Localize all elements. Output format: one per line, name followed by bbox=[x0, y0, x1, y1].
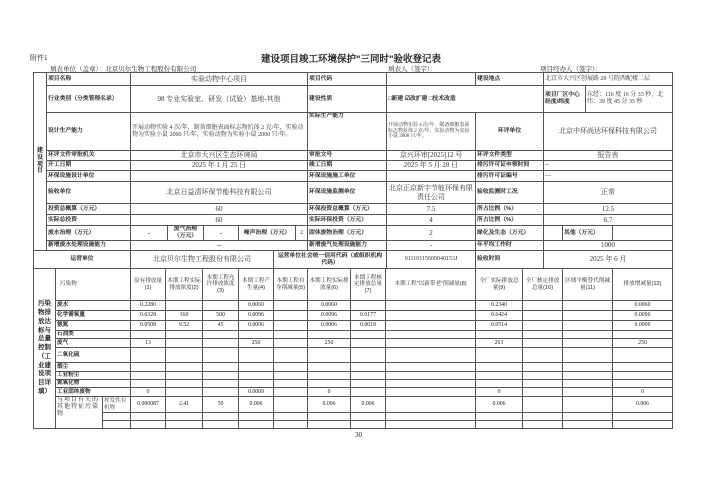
approval-number: 京兴环审[2025]12 号 bbox=[387, 151, 476, 161]
pollutant-value: 0.0096 bbox=[308, 311, 351, 321]
pollutant-value bbox=[476, 363, 523, 372]
acceptance-unit: 北京日益清环保节能科技有限公司 bbox=[131, 182, 308, 204]
total-budget: 60 bbox=[131, 204, 308, 215]
label: 验收监测时工况 bbox=[476, 182, 544, 204]
eia-unit: 北京中环尚达环保科技有限公司 bbox=[544, 113, 673, 151]
pollutant-value bbox=[274, 372, 308, 380]
pollutant-value bbox=[563, 301, 613, 311]
pollution-body bbox=[34, 269, 673, 429]
pollutant-row bbox=[34, 380, 673, 388]
label: 实际环保投资（万元） bbox=[308, 215, 387, 226]
pollutant-value bbox=[386, 380, 476, 388]
label: 行业类别（分类管理名录） bbox=[47, 86, 131, 113]
filler-unit: 填表单位（盖章）：北京贝尔生物工程股份有限公司 bbox=[50, 66, 197, 73]
pollutant-value bbox=[131, 372, 166, 380]
pollutant-value bbox=[308, 348, 351, 363]
label: 项目厂区中心经度/纬度 bbox=[544, 86, 586, 113]
label: 新增废水处理设施能力 bbox=[47, 241, 131, 251]
new-water-capacity: -- bbox=[131, 241, 308, 251]
pollutant-value: 0.0508 bbox=[131, 321, 166, 331]
pollutant-name: 烟尘 bbox=[56, 363, 131, 372]
pollutant-row bbox=[34, 331, 673, 339]
label: 废水治理（万元） bbox=[47, 226, 131, 241]
actual-total: 60 bbox=[131, 215, 308, 226]
wastewater-cost: - bbox=[131, 226, 168, 241]
section-label-pollution: 污染物排放达标与总量控制（工业建设项目详填） bbox=[34, 269, 56, 429]
pollutant-value bbox=[351, 363, 386, 372]
pollutant-value bbox=[203, 363, 239, 372]
pollutant-value: 250 bbox=[239, 339, 274, 348]
pollutant-value bbox=[274, 397, 308, 413]
column-header: 原有排放量(1) bbox=[131, 269, 166, 301]
pollutant-value bbox=[563, 388, 613, 397]
column-header: 本期工程自身削减量(5) bbox=[274, 269, 308, 301]
column-header: 本期工程核定排放总量(7) bbox=[351, 269, 386, 301]
pollutant-value bbox=[274, 311, 308, 321]
label: 环评文件审批机关 bbox=[47, 151, 131, 161]
pollutant-value bbox=[613, 363, 673, 372]
pollutant-value bbox=[131, 348, 166, 363]
column-header: 本期工程实际排放量(6) bbox=[308, 269, 351, 301]
pollutant-value: 50 bbox=[203, 397, 239, 413]
pollutant-value bbox=[239, 331, 274, 339]
pollutant-value bbox=[386, 339, 476, 348]
pollutant-value: 0.0096 bbox=[239, 311, 274, 321]
pollutant-value bbox=[203, 413, 239, 421]
label: 验收时间 bbox=[476, 251, 544, 269]
pollutant-value bbox=[563, 348, 613, 363]
pollutant-value: 500 bbox=[203, 311, 239, 321]
label: 设计生产能力 bbox=[47, 113, 131, 151]
pollutant-value bbox=[239, 380, 274, 388]
pollutant-value bbox=[308, 331, 351, 339]
pollutant-value bbox=[613, 413, 673, 421]
pollutant-value: 0.006 bbox=[239, 397, 274, 413]
pollutant-value bbox=[523, 380, 563, 388]
pollutant-value bbox=[166, 339, 203, 348]
pollutant-value bbox=[239, 421, 274, 429]
label: 项目代码 bbox=[308, 73, 387, 86]
pollutant-value bbox=[274, 363, 308, 372]
pollutant-value bbox=[351, 372, 386, 380]
label: 竣工日期 bbox=[308, 161, 387, 171]
pollutant-name: 挥发性有机物 bbox=[103, 397, 131, 413]
pollutant-value bbox=[476, 421, 523, 429]
pollutant-value: 0.0006 bbox=[308, 321, 351, 331]
pollutant-name: 废水 bbox=[56, 301, 131, 311]
pollutant-value bbox=[239, 348, 274, 363]
actual-env: 4 bbox=[387, 215, 476, 226]
pollutant-value bbox=[563, 331, 613, 339]
attachment-label: 附件1 bbox=[30, 54, 48, 62]
other-cost bbox=[613, 226, 673, 241]
pollutant-value bbox=[308, 421, 351, 429]
pollutant-value bbox=[523, 363, 563, 372]
pollutant-value bbox=[476, 331, 523, 339]
label: 验收单位 bbox=[47, 182, 131, 204]
pollutant-value bbox=[386, 301, 476, 311]
pollutant-value: 250 bbox=[308, 339, 351, 348]
project-code bbox=[387, 73, 476, 86]
pollutant-value: 250 bbox=[613, 339, 673, 348]
operator: 北京贝尔生物工程股份有限公司 bbox=[131, 251, 274, 269]
label: 环评单位 bbox=[476, 113, 544, 151]
pollutant-name: 废气 bbox=[56, 339, 131, 348]
pollutant-value bbox=[476, 348, 523, 363]
pollutant-value bbox=[351, 413, 386, 421]
pollutant-name: 工业粉尘 bbox=[56, 372, 131, 380]
pollutant-value bbox=[274, 421, 308, 429]
other-pollutant-row bbox=[34, 397, 673, 413]
pollutant-value bbox=[386, 372, 476, 380]
pollutant-name: 二氧化硫 bbox=[56, 348, 131, 363]
pollutant-value bbox=[386, 311, 476, 321]
pollutant-value bbox=[613, 421, 673, 429]
pollutant-value: 0.0514 bbox=[476, 321, 523, 331]
pollutant-value bbox=[476, 413, 523, 421]
pollutant-value bbox=[166, 388, 203, 397]
work-hours: 1000 bbox=[544, 241, 673, 251]
label: 环保投资总概算（万元） bbox=[308, 204, 387, 215]
design-capacity: 开展动物实验 4 次/年，制备细胞表面标志物抗体 2 克/年，实验动物为实验小鼠 2000 只/年，实验动物为实验小鼠 2000 只/年。 bbox=[131, 113, 308, 151]
label: 运营单位社会统一信用代码（或组织机构代码） bbox=[274, 251, 387, 269]
construction-unit bbox=[387, 171, 476, 182]
pollutant-value bbox=[386, 331, 476, 339]
pollutant-value bbox=[351, 380, 386, 388]
pollutant-value: 0.0060 bbox=[239, 301, 274, 311]
pollutant-value bbox=[386, 388, 476, 397]
label: 新增废气处理设施能力 bbox=[308, 241, 387, 251]
label: 实际总投资 bbox=[47, 215, 131, 226]
label: 排污许可证编号 bbox=[476, 171, 544, 182]
pollutant-value: 263 bbox=[476, 339, 523, 348]
label: 项目名称 bbox=[47, 73, 131, 86]
pollutant-name: 氨氮 bbox=[56, 321, 131, 331]
pollutant-name bbox=[103, 421, 131, 429]
pollutant-value bbox=[166, 348, 203, 363]
pollutant-value bbox=[386, 363, 476, 372]
pollutant-value: 0.006 bbox=[308, 397, 351, 413]
pollutant-value bbox=[351, 301, 386, 311]
label: 审批文号 bbox=[308, 151, 387, 161]
pollutant-value bbox=[131, 413, 166, 421]
filler-signature: 填表人（签字）： bbox=[388, 66, 437, 73]
pollutant-value bbox=[351, 339, 386, 348]
label: 其他（万元） bbox=[563, 226, 613, 241]
column-header: 本期工程产生量(4) bbox=[239, 269, 274, 301]
pollutant-value bbox=[203, 388, 239, 397]
label: 环保设施监测单位 bbox=[308, 182, 387, 204]
other-pollutant-row bbox=[34, 421, 673, 429]
manager-signature: 项目经办人（签字）： bbox=[540, 66, 602, 73]
acceptance-time: 2025 年 6 月 bbox=[544, 251, 673, 269]
pollutant-value: 0.6328 bbox=[131, 311, 166, 321]
pollutant-value bbox=[308, 363, 351, 372]
column-header: 污染物 bbox=[56, 269, 131, 301]
label: 绿化及生态（万元） bbox=[476, 226, 544, 241]
pollutant-value bbox=[613, 372, 673, 380]
construction-nature: □新建 ☑改扩建 □技术改造 bbox=[387, 86, 544, 113]
pollutant-value bbox=[274, 321, 308, 331]
actual-capacity: 开展动物实验 4 次/年，制备细胞表面标志物抗体 2 克/年。实验动物为实验小鼠 2000 只/年。 bbox=[387, 113, 476, 151]
pollutant-value: 160 bbox=[166, 311, 203, 321]
other-pollutant-row bbox=[34, 413, 673, 421]
pollutant-value: 0.0006 bbox=[239, 321, 274, 331]
label: 环保设施设计单位 bbox=[47, 171, 131, 182]
pollutant-value: 0.006 bbox=[476, 397, 523, 413]
greening-cost bbox=[544, 226, 563, 241]
label: 运营单位 bbox=[34, 251, 131, 269]
pollutant-row bbox=[34, 339, 673, 348]
start-date: 2025 年 1 月 25 日 bbox=[131, 161, 308, 171]
pollutant-value bbox=[274, 348, 308, 363]
pollutant-value: 0.006 bbox=[613, 397, 673, 413]
pollutant-value bbox=[351, 331, 386, 339]
pollutant-value bbox=[203, 421, 239, 429]
label: 建设地点 bbox=[476, 73, 544, 86]
label: 排污许可证申领时间 bbox=[476, 161, 544, 171]
pollutant-row bbox=[34, 348, 673, 363]
project-info-table bbox=[33, 72, 673, 269]
page-title: 建设项目竣工环境保护"三同时"验收登记表 bbox=[260, 54, 441, 65]
label: 实际生产能力 bbox=[308, 113, 387, 151]
pollutant-value: 45 bbox=[203, 321, 239, 331]
pollutant-value bbox=[613, 348, 673, 363]
pollutant-value bbox=[166, 413, 203, 421]
pollutant-value bbox=[476, 372, 523, 380]
pollutant-value bbox=[131, 421, 166, 429]
pollutant-value bbox=[523, 331, 563, 339]
pollutant-name: 石油类 bbox=[56, 331, 131, 339]
pollutant-value bbox=[563, 421, 613, 429]
pollutant-value bbox=[203, 372, 239, 380]
pollutant-value bbox=[523, 339, 563, 348]
pollutant-value bbox=[274, 331, 308, 339]
label: 环保设施施工单位 bbox=[308, 171, 387, 182]
column-header: 本期工程允许排放浓度(3) bbox=[203, 269, 239, 301]
pollutant-value bbox=[563, 321, 613, 331]
pollutant-value bbox=[274, 413, 308, 421]
pollutant-value bbox=[523, 301, 563, 311]
pollutant-value bbox=[386, 421, 476, 429]
pollutant-value: 2.41 bbox=[166, 397, 203, 413]
industry: 98 专业实验室、研发（试验）基地-其他 bbox=[131, 86, 308, 113]
monitoring-condition: 正常 bbox=[544, 182, 673, 204]
pollutant-value bbox=[476, 380, 523, 388]
pollutant-value: 0.0177 bbox=[351, 311, 386, 321]
pollutant-value: 0 bbox=[131, 388, 166, 397]
new-gas-capacity: - bbox=[387, 241, 476, 251]
pollutant-value: 13 bbox=[131, 339, 166, 348]
pollutant-value bbox=[523, 311, 563, 321]
other-pollutants-label: 与项目有关的其他特征污染物 bbox=[56, 397, 103, 429]
pollutant-value bbox=[563, 380, 613, 388]
pollutant-value: 0.0060 bbox=[308, 301, 351, 311]
pollutant-value bbox=[523, 397, 563, 413]
pollutant-value: 0.6424 bbox=[476, 311, 523, 321]
wastegas-cost: - bbox=[204, 226, 239, 241]
pollutant-value bbox=[351, 348, 386, 363]
pollutant-value: 9.52 bbox=[166, 321, 203, 331]
pollutant-value bbox=[523, 348, 563, 363]
label: 所占比例（%） bbox=[476, 215, 544, 226]
pollutant-value bbox=[239, 363, 274, 372]
section-label-project: 建设项目 bbox=[34, 73, 47, 251]
pollution-header-row bbox=[34, 269, 673, 301]
pollutant-value bbox=[386, 321, 476, 331]
pollutant-value: 0.2280 bbox=[131, 301, 166, 311]
pollutant-value bbox=[166, 380, 203, 388]
page-number: 30 bbox=[355, 431, 362, 439]
pollutant-value bbox=[308, 372, 351, 380]
column-header: 本期工程"以新带老"削减量(8) bbox=[386, 269, 476, 301]
solid-cost: 2 bbox=[387, 226, 476, 241]
pollutant-value bbox=[386, 397, 476, 413]
pollutant-row bbox=[34, 363, 673, 372]
pollutant-value bbox=[274, 339, 308, 348]
pollutant-value bbox=[203, 380, 239, 388]
budget-ratio: 12.5 bbox=[544, 204, 673, 215]
pollutant-value: 0 bbox=[308, 388, 351, 397]
pollutant-value bbox=[166, 331, 203, 339]
pollutant-value bbox=[523, 321, 563, 331]
pollutant-value bbox=[274, 388, 308, 397]
actual-ratio: 6.7 bbox=[544, 215, 673, 226]
pollutant-value bbox=[239, 372, 274, 380]
pollutant-value bbox=[274, 301, 308, 311]
pollutant-value bbox=[203, 348, 239, 363]
pollutant-value bbox=[166, 301, 203, 311]
permit-time: -- bbox=[544, 161, 673, 171]
pollutant-row bbox=[34, 388, 673, 397]
permit-number: — bbox=[544, 171, 673, 182]
pollutant-value bbox=[563, 363, 613, 372]
pollutant-value bbox=[203, 331, 239, 339]
pollutant-value bbox=[563, 339, 613, 348]
label: 废气治理（万元） bbox=[168, 226, 204, 241]
pollutant-value bbox=[308, 413, 351, 421]
pollutant-value: 0 bbox=[613, 388, 673, 397]
project-name: 实验动物中心项目 bbox=[131, 73, 308, 86]
pollutant-value: 0.0018 bbox=[351, 321, 386, 331]
pollutant-value bbox=[166, 421, 203, 429]
pollutant-name bbox=[103, 413, 131, 421]
pollutant-value bbox=[351, 388, 386, 397]
label: 噪声治理（万元） bbox=[239, 226, 296, 241]
pollutant-value: 0.2340 bbox=[476, 301, 523, 311]
approval-authority: 北京市大兴区生态环境局 bbox=[131, 151, 308, 161]
label: 所占比例（%） bbox=[476, 204, 544, 215]
pollutant-value: 0.000087 bbox=[131, 397, 166, 413]
column-header: 全厂核定排放总量(10) bbox=[523, 269, 563, 301]
credit-code: 91110115600040153J bbox=[387, 251, 476, 269]
column-header: 本期工程实际排放浓度(2) bbox=[166, 269, 203, 301]
pollutant-value bbox=[563, 397, 613, 413]
pollutant-name: 工业固体废物 bbox=[56, 388, 131, 397]
pollutant-value bbox=[239, 413, 274, 421]
pollutant-value bbox=[386, 348, 476, 363]
pollution-table bbox=[33, 268, 673, 429]
column-header: 排放增减量(12) bbox=[613, 269, 673, 301]
completion-date: 2025 年 5 月 28 日 bbox=[387, 161, 476, 171]
label: 固体废物治理（万元） bbox=[308, 226, 387, 241]
project-location: 北京市大兴区创展路 20 号院西配楼二层 bbox=[544, 73, 673, 86]
pollutant-row bbox=[34, 321, 673, 331]
pollutant-value: 0.0006 bbox=[613, 321, 673, 331]
pollutant-value bbox=[351, 421, 386, 429]
pollutant-value bbox=[274, 380, 308, 388]
pollutant-value bbox=[523, 388, 563, 397]
pollutant-value bbox=[203, 339, 239, 348]
label: 环评文件类型 bbox=[476, 151, 544, 161]
pollutant-value bbox=[563, 311, 613, 321]
pollutant-value: 0.006 bbox=[351, 397, 386, 413]
pollutant-value bbox=[131, 331, 166, 339]
pollutant-value bbox=[523, 421, 563, 429]
pollutant-value bbox=[563, 372, 613, 380]
pollutant-value bbox=[613, 331, 673, 339]
monitoring-unit: 北京正京新宇节能环保有限责任公司 bbox=[387, 182, 476, 204]
pollutant-value bbox=[131, 380, 166, 388]
label: 年平均工作时 bbox=[476, 241, 544, 251]
eia-type: 报告表 bbox=[544, 151, 673, 161]
coordinates: 东经：116 度 16 分 33 秒，北纬：39 度 45 分 35 秒 bbox=[586, 86, 673, 113]
label: 开工日期 bbox=[47, 161, 131, 171]
pollutant-value bbox=[386, 413, 476, 421]
pollutant-name: 氮氧化物 bbox=[56, 380, 131, 388]
pollutant-value bbox=[308, 380, 351, 388]
pollutant-value bbox=[523, 413, 563, 421]
env-budget: 7.5 bbox=[387, 204, 476, 215]
pollutant-row bbox=[34, 372, 673, 380]
pollutant-value bbox=[563, 413, 613, 421]
pollutant-value bbox=[166, 372, 203, 380]
pollutant-value: 0 bbox=[476, 388, 523, 397]
pollutant-value bbox=[131, 363, 166, 372]
column-header: 区域平衡替代削减量(11) bbox=[563, 269, 613, 301]
pollutant-row bbox=[34, 311, 673, 321]
pollutant-value bbox=[166, 363, 203, 372]
column-header: 全厂实际排放总量(9) bbox=[476, 269, 523, 301]
label: 建设性质 bbox=[308, 86, 387, 113]
pollutant-name: 化学需氧量 bbox=[56, 311, 131, 321]
pollutant-row bbox=[34, 301, 673, 311]
pollutant-value: 0.0009 bbox=[239, 388, 274, 397]
design-unit bbox=[131, 171, 308, 182]
pollutant-value bbox=[523, 372, 563, 380]
pollutant-value: 0.0096 bbox=[613, 311, 673, 321]
pollutant-value bbox=[613, 380, 673, 388]
pollutant-value: 0.0060 bbox=[613, 301, 673, 311]
pollutant-value bbox=[203, 301, 239, 311]
label: 投资总概算（万元） bbox=[47, 204, 131, 215]
noise-cost: 2 bbox=[296, 226, 308, 241]
